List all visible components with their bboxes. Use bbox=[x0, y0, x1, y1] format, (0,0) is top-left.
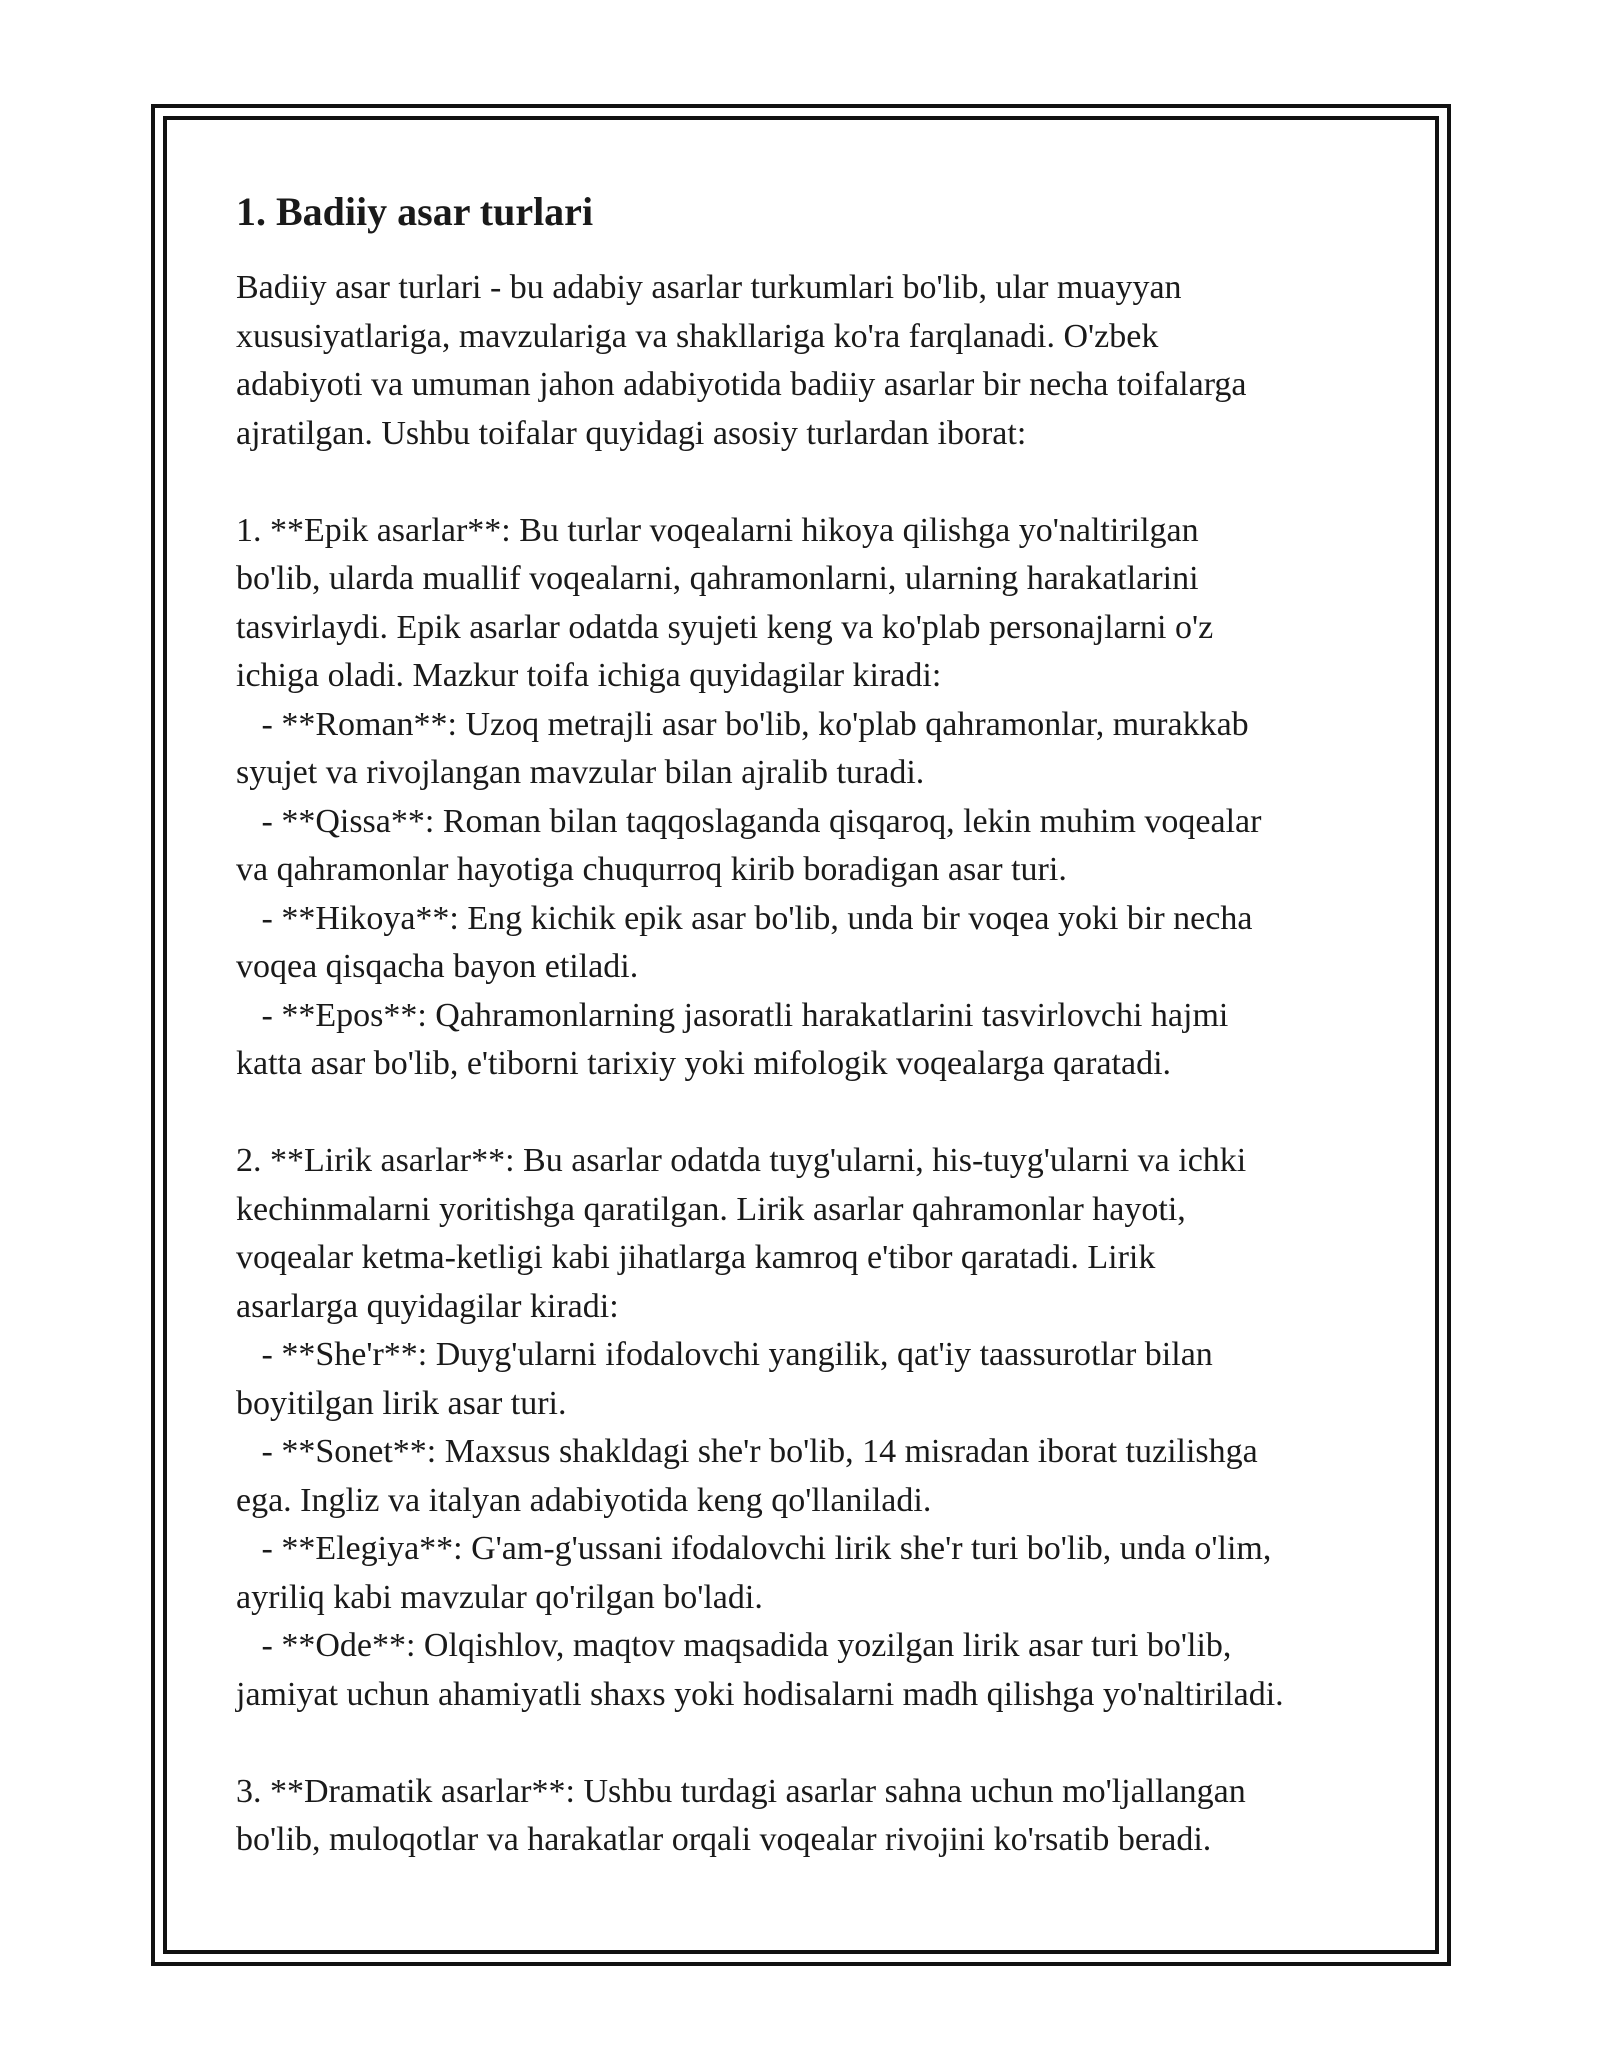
section-heading: 1. Badiiy asar turlari bbox=[236, 189, 594, 234]
document-content bbox=[236, 186, 1426, 1865]
section-body: Badiiy asar turlari - bu adabiy asarlar turkumlari bo'lib, ular muayyan xususiyatlariga, mavzulariga va shakllariga ko'ra farqlanadi. O'zbek adabiyoti va umuman jahon adabiyotida badiiy asarlar bir necha toifalarga ajratilgan. Ushbu toifalar quyidagi asosiy turlardan iborat: 1. **Epik asarlar**: Bu turlar voqealarni hikoya qilishga yo'naltirilgan bo'lib, ularda muallif voqealarni, qahramonlarni, ularning harakatlarini tasvirlaydi. Epik asarlar odatda syujeti keng va ko'plab personajlarni o'z ichiga oladi. Mazkur toifa ichiga quyidagilar kiradi: - **Roman**: Uzoq metrajli asar bo'lib, ko'plab qahramonlar, murakkab syujet va rivojlangan mavzular bilan ajralib turadi. - **Qissa**: Roman bilan taqqoslaganda qisqaroq, lekin muhim voqealar va qahramonlar hayotiga chuqurroq kirib boradigan asar turi. - **Hikoya**: Eng kichik epik asar bo'lib, unda bir voqea yoki bir necha voqea qisqacha bayon etiladi. - **Epos**: Qahramonlarning jasoratli harakatlarini tasvirlovchi hajmi katta asar bo'lib, e'tiborni tarixiy yoki mifologik voqealarga qaratadi. 2. **Lirik asarlar**: Bu asarlar odatda tuyg'ularni, his-tuyg'ularni va ichki kechinmalarni yoritishga qaratilgan. Lirik asarlar qahramonlar hayoti, voqealar ketma-ketligi kabi jihatlarga kamroq e'tibor qaratadi. Lirik asarlarga quyidagilar kiradi: - **She'r**: Duyg'ularni ifodalovchi yangilik, qat'iy taassurotlar bilan boyitilgan lirik asar turi. - **Sonet**: Maxsus shakldagi she'r bo'lib, 14 misradan iborat tuzilishga ega. Ingliz va italyan adabiyotida keng qo'llaniladi. - **Elegiya**: G'am-g'ussani ifodalovchi lirik she'r turi bo'lib, unda o'lim, ayriliq kabi mavzular qo'rilgan bo'ladi. - **Ode**: Olqishlov, maqtov maqsadida yozilgan lirik asar turi bo'lib, jamiyat uchun ahamiyatli shaxs yoki hodisalarni madh qilishga yo'naltiriladi. 3. **Dramatik asarlar**: Ushbu turdagi asarlar sahna uchun mo'ljallangan bo'lib, muloqotlar va harakatlar orqali voqealar rivojini ko'rsatib beradi. bbox=[236, 269, 1284, 1858]
